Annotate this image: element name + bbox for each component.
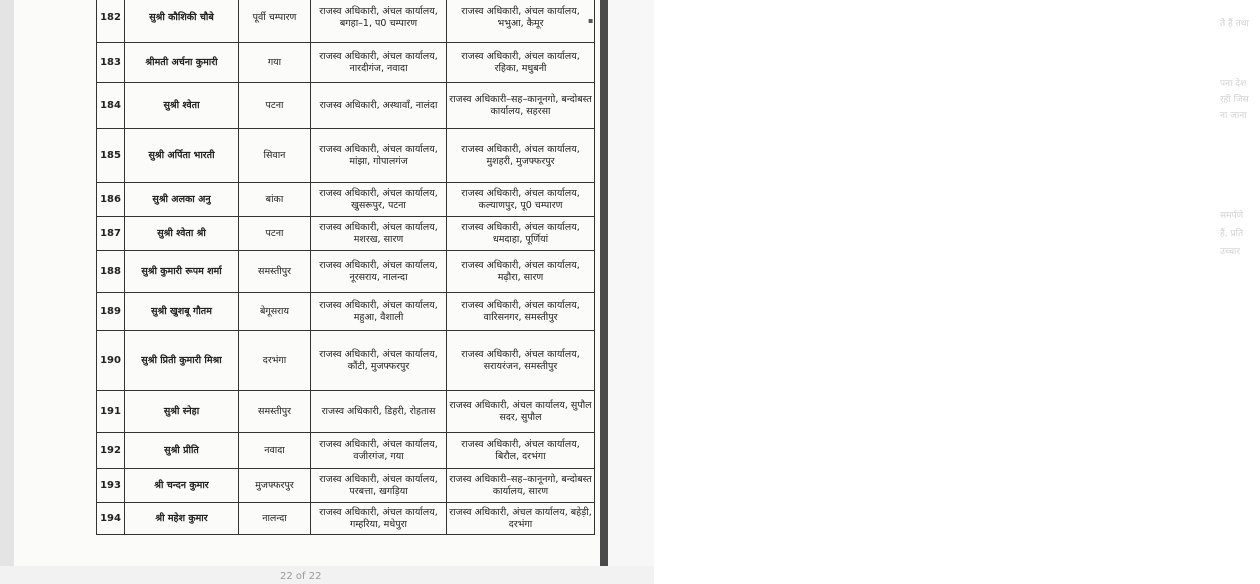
officer-name-cell: सुश्री खुशबू गौतम [125, 293, 239, 331]
current-posting-cell: राजस्व अधिकारी, अंचल कार्यालय, नूरसराय, नालन्दा [311, 251, 447, 293]
background-page [608, 0, 1249, 566]
transfer-table [96, 0, 595, 535]
table-row [97, 433, 595, 469]
officer-name-cell: श्री चन्दन कुमार [125, 469, 239, 503]
new-posting-cell: राजस्व अधिकारी, अंचल कार्यालय, वारिसनगर, समस्तीपुर [447, 293, 595, 331]
officer-name-cell: सुश्री स्नेहा [125, 391, 239, 433]
ghost-text-line: ते हैं तथा [1220, 19, 1249, 29]
table-row [97, 503, 595, 535]
home-district-cell: पटना [239, 217, 311, 251]
table-row [97, 129, 595, 183]
home-district-cell: सिवान [239, 129, 311, 183]
current-posting-cell: राजस्व अधिकारी, अंचल कार्यालय, वजीरगंज, गया [311, 433, 447, 469]
officer-name-cell: सुश्री कौशिकी चौबे [125, 0, 239, 43]
current-posting-cell: राजस्व अधिकारी, अस्थावाँ, नालंदा [311, 83, 447, 129]
serial-number-cell: 183 [97, 43, 125, 83]
serial-number-cell: 184 [97, 83, 125, 129]
current-posting-cell: राजस्व अधिकारी, अंचल कार्यालय, खुसरूपुर, पटना [311, 183, 447, 217]
table-row [97, 83, 595, 129]
serial-number-cell: 188 [97, 251, 125, 293]
serial-number-cell: 189 [97, 293, 125, 331]
ghost-text-line: हैं, प्रति [1220, 229, 1244, 239]
officer-name-cell: सुश्री कुमारी रूपम शर्मा [125, 251, 239, 293]
new-posting-cell: राजस्व अधिकारी, अंचल कार्यालय, बहेड़ी, दरभंगा [447, 503, 595, 535]
serial-number-cell: 182 [97, 0, 125, 43]
page-indicator: 22 of 22 [280, 571, 322, 582]
new-posting-cell: राजस्व अधिकारी, अंचल कार्यालय, सुपौल सदर, सुपौल [447, 391, 595, 433]
table-row [97, 0, 595, 43]
new-posting-cell: राजस्व अधिकारी, अंचल कार्यालय, रहिका, मधुबनी [447, 43, 595, 83]
ghost-text-line: पना देश [1220, 79, 1247, 89]
table-row [97, 251, 595, 293]
officer-name-cell: सुश्री श्वेता श्री [125, 217, 239, 251]
table-row [97, 469, 595, 503]
current-posting-cell: राजस्व अधिकारी, अंचल कार्यालय, नारदीगंज, नवादा [311, 43, 447, 83]
officer-name-cell: श्री महेश कुमार [125, 503, 239, 535]
current-posting-cell: राजस्व अधिकारी, अंचल कार्यालय, बगहा–1, प0 चम्पारण [311, 0, 447, 43]
serial-number-cell: 194 [97, 503, 125, 535]
officer-name-cell: सुश्री प्रीति [125, 433, 239, 469]
table-row [97, 293, 595, 331]
officer-name-cell: सुश्री अर्पिता भारती [125, 129, 239, 183]
home-district-cell: नवादा [239, 433, 311, 469]
home-district-cell: समस्तीपुर [239, 391, 311, 433]
home-district-cell: बेगूसराय [239, 293, 311, 331]
document-edge-shadow [600, 0, 608, 566]
table-row [97, 391, 595, 433]
table-row [97, 217, 595, 251]
new-posting-cell: राजस्व अधिकारी, अंचल कार्यालय, मुशहरी, मुजफ्फरपुर [447, 129, 595, 183]
ghost-text-line: उच्चार [1220, 247, 1241, 257]
new-posting-cell: राजस्व अधिकारी, अंचल कार्यालय, सरायरंजन, समस्तीपुर [447, 331, 595, 391]
scroll-indicator-icon: ▪ [588, 16, 594, 25]
current-posting-cell: राजस्व अधिकारी, अंचल कार्यालय, परबत्ता, खगड़िया [311, 469, 447, 503]
home-district-cell: दरभंगा [239, 331, 311, 391]
new-posting-cell: राजस्व अधिकारी–सह–कानूनगो, बन्दोबस्त कार्यालय, सहरसा [447, 83, 595, 129]
new-posting-cell: राजस्व अधिकारी, अंचल कार्यालय, भभुआ, कैमूर [447, 0, 595, 43]
serial-number-cell: 191 [97, 391, 125, 433]
ghost-text-line: समर्पणे [1220, 211, 1244, 221]
viewer-bottom-bar [0, 566, 654, 584]
home-district-cell: पूर्वी चम्पारण [239, 0, 311, 43]
viewer-left-margin [0, 0, 14, 566]
new-posting-cell: राजस्व अधिकारी, अंचल कार्यालय, धमदाहा, पूर्णियां [447, 217, 595, 251]
current-posting-cell: राजस्व अधिकारी, अंचल कार्यालय, महुआ, वैशाली [311, 293, 447, 331]
new-posting-cell: राजस्व अधिकारी, अंचल कार्यालय, बिरौल, दरभंगा [447, 433, 595, 469]
new-posting-cell: राजस्व अधिकारी, अंचल कार्यालय, मढ़ौरा, सारण [447, 251, 595, 293]
new-posting-cell: राजस्व अधिकारी, अंचल कार्यालय, कल्याणपुर, पू0 चम्पारण [447, 183, 595, 217]
table-row [97, 43, 595, 83]
current-posting-cell: राजस्व अधिकारी, अंचल कार्यालय, गम्हरिया, मधेपुरा [311, 503, 447, 535]
serial-number-cell: 190 [97, 331, 125, 391]
serial-number-cell: 185 [97, 129, 125, 183]
officer-name-cell: सुश्री श्वेता [125, 83, 239, 129]
home-district-cell: पटना [239, 83, 311, 129]
serial-number-cell: 193 [97, 469, 125, 503]
ghost-text-line: रही जिस [1220, 95, 1249, 105]
current-posting-cell: राजस्व अधिकारी, अंचल कार्यालय, कौंटी, मुजफ्फरपुर [311, 331, 447, 391]
document-page [14, 0, 604, 566]
officer-name-cell: श्रीमती अर्चना कुमारी [125, 43, 239, 83]
current-posting-cell: राजस्व अधिकारी, डिहरी, रोहतास [311, 391, 447, 433]
serial-number-cell: 192 [97, 433, 125, 469]
officer-name-cell: सुश्री प्रिती कुमारी मिश्रा [125, 331, 239, 391]
home-district-cell: बांका [239, 183, 311, 217]
current-posting-cell: राजस्व अधिकारी, अंचल कार्यालय, मांझा, गोपालगंज [311, 129, 447, 183]
home-district-cell: नालन्दा [239, 503, 311, 535]
table-row [97, 331, 595, 391]
ghost-text-line: ना जाना [1220, 111, 1247, 121]
serial-number-cell: 186 [97, 183, 125, 217]
new-posting-cell: राजस्व अधिकारी–सह–कानूनगो, बन्दोबस्त कार्यालय, सारण [447, 469, 595, 503]
serial-number-cell: 187 [97, 217, 125, 251]
current-posting-cell: राजस्व अधिकारी, अंचल कार्यालय, मशरख, सारण [311, 217, 447, 251]
home-district-cell: मुजफ्फरपुर [239, 469, 311, 503]
table-row [97, 183, 595, 217]
home-district-cell: समस्तीपुर [239, 251, 311, 293]
officer-name-cell: सुश्री अलका अनु [125, 183, 239, 217]
home-district-cell: गया [239, 43, 311, 83]
